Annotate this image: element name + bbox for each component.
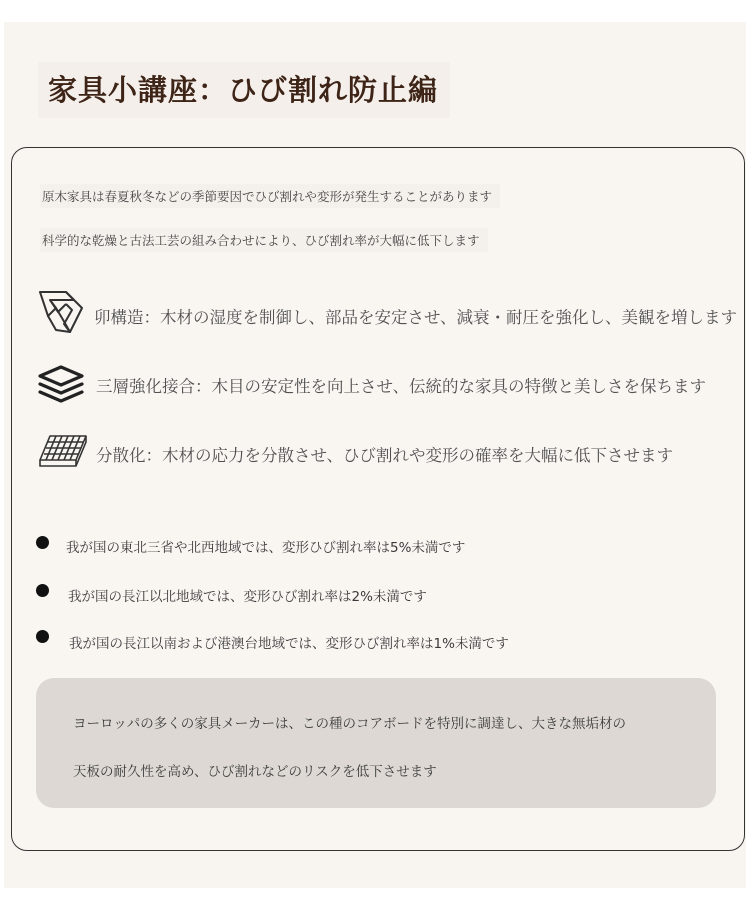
page-title: 家具小講座：ひび割れ防止編 (38, 62, 450, 118)
note-box (36, 678, 716, 808)
bullet-dot (36, 584, 49, 597)
bullet-dot (36, 536, 49, 549)
feature-text-mortise: 卯構造：木材の湿度を制御し、部品を安定させ、減衰・耐圧を強化し、美観を増します (94, 308, 738, 327)
bullet-dot (36, 630, 49, 643)
note-line-1: ヨーロッパの多くの家具メーカーは、この種のコアボードを特別に調達し、大きな無垢材の (73, 716, 626, 732)
interlocking-joint-icon (36, 288, 86, 340)
bullet-text-north-yangtze: 我が国の長江以北地域では、変形ひび割れ率は2%未満です (68, 589, 427, 605)
bullet-text-northeast: 我が国の東北三省や北西地域では、変形ひび割れ率は5%未満です (66, 540, 466, 556)
bullet-text-south-yangtze: 我が国の長江以南および港澳台地域では、変形ひび割れ率は1%未満です (69, 636, 509, 652)
note-line-2: 天板の耐久性を高め、ひび割れなどのリスクを低下させます (73, 764, 437, 780)
feature-text-three-layer: 三層強化接合：木目の安定性を向上させ、伝統的な家具の特徴と美しさを保ちます (96, 377, 707, 396)
feature-text-dispersion: 分散化：木材の応力を分散させ、ひび割れや変形の確率を大幅に低下させます (96, 446, 674, 465)
layers-icon (36, 364, 86, 408)
content-card (11, 147, 745, 851)
wood-plank-icon (36, 434, 88, 474)
intro-line-1: 原木家具は春夏秋冬などの季節要因でひび割れや変形が発生することがあります (40, 184, 500, 208)
intro-line-2: 科学的な乾燥と古法工芸の組み合わせにより、ひび割れ率が大幅に低下します (40, 228, 488, 252)
